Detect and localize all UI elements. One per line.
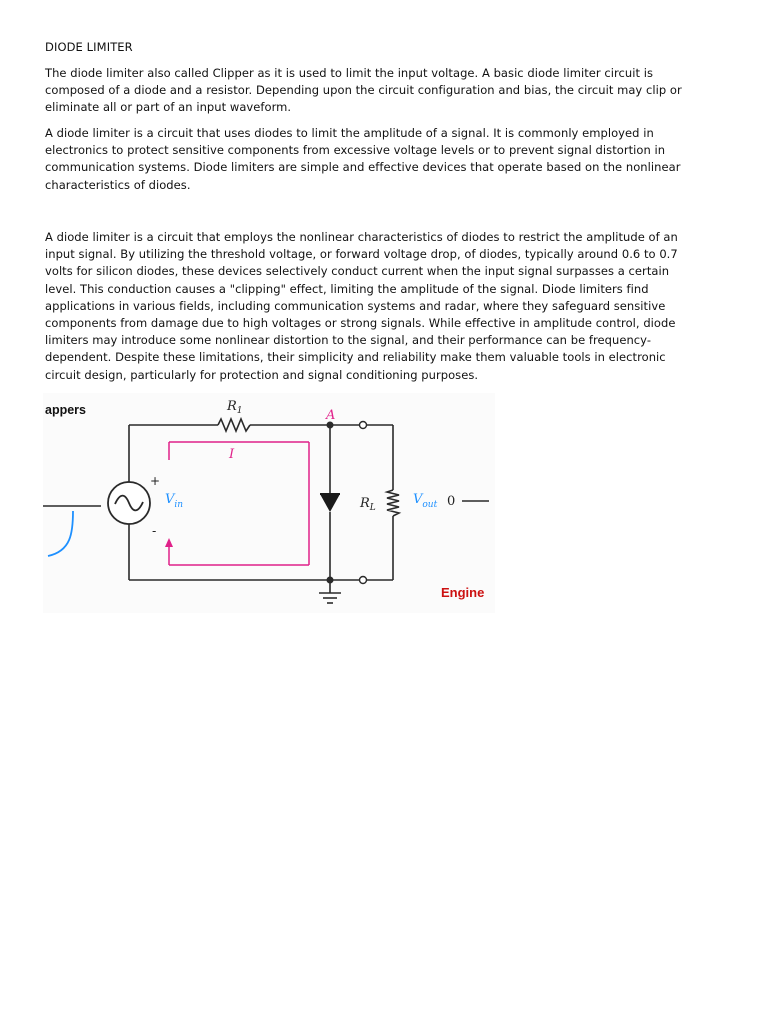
vout-label: $V_{out}$	[413, 492, 438, 510]
document-title: DIODE LIMITER	[45, 40, 133, 54]
current-label: I	[229, 447, 235, 462]
paragraph-line: level. This conduction causes a "clipping" effect, limiting the amplitude of the signal. Diode limiters find	[45, 281, 649, 296]
paragraph-line: input signal. By utilizing the threshold voltage, or forward voltage drop, of diodes, typically around 0.6 to 0.7	[45, 247, 678, 262]
paragraph-line: limiters may introduce some nonlinear distortion to the signal, and their performance can be frequency-	[45, 333, 652, 348]
load-resistor-label: $R_L$	[360, 496, 376, 513]
paragraph-line: volts for silicon diodes, these devices selectively conduct current when the input signal surpasses a certain	[45, 264, 670, 279]
minus-sign: -	[152, 524, 157, 538]
paragraph-line: A diode limiter is a circuit that employs the nonlinear characteristics of diodes to restrict the amplitude of an	[45, 230, 678, 244]
output-terminal-top	[360, 422, 367, 429]
paragraph-line: electronics to protect sensitive components from excessive voltage levels or to prevent signal distortion in	[45, 143, 666, 158]
paragraph-line: components from damage due to high voltages or strong signals. While effective in amplitude control, diode	[45, 316, 676, 331]
paragraph-line: communication systems. Diode limiters are simple and effective devices that operate based on the nonlinear	[45, 160, 681, 175]
resistor-r1-label: $R_1$	[227, 399, 243, 416]
bottom-node-dot	[327, 577, 334, 584]
paragraph-line: The diode limiter also called Clipper as it is used to limit the input voltage. A basic diode limiter circuit is	[45, 66, 654, 80]
paragraph-line: applications in various fields, including communication systems and radar, where they safeguard sensitive	[45, 298, 666, 313]
zero-label: 0	[447, 494, 456, 509]
plus-sign: +	[150, 474, 161, 488]
paragraph-line: circuit design, particularly for protection and signal conditioning purposes.	[45, 367, 479, 382]
paragraph-2	[45, 125, 720, 194]
paragraph-line: dependent. Despite these limitations, their simplicity and reliability make them valuable tools in electronic	[45, 350, 666, 365]
paragraph-3	[45, 229, 720, 384]
diode-limiter-circuit-figure	[43, 393, 495, 613]
paragraph-line: A diode limiter is a circuit that uses diodes to limit the amplitude of a signal. It is commonly employed in	[45, 126, 654, 140]
output-terminal-bottom	[360, 577, 367, 584]
paragraph-line: characteristics of diodes.	[45, 177, 191, 192]
node-a-label: A	[326, 408, 336, 423]
paragraph-1	[45, 65, 720, 117]
corner-label: appers	[45, 403, 86, 417]
watermark-text: Engine	[441, 585, 485, 600]
paragraph-line: composed of a diode and a resistor. Depending upon the circuit configuration and bias, the circuit may clip or	[45, 83, 682, 98]
paragraph-line: eliminate all or part of an input waveform.	[45, 100, 292, 115]
vin-label: $V_{in}$	[165, 492, 184, 510]
